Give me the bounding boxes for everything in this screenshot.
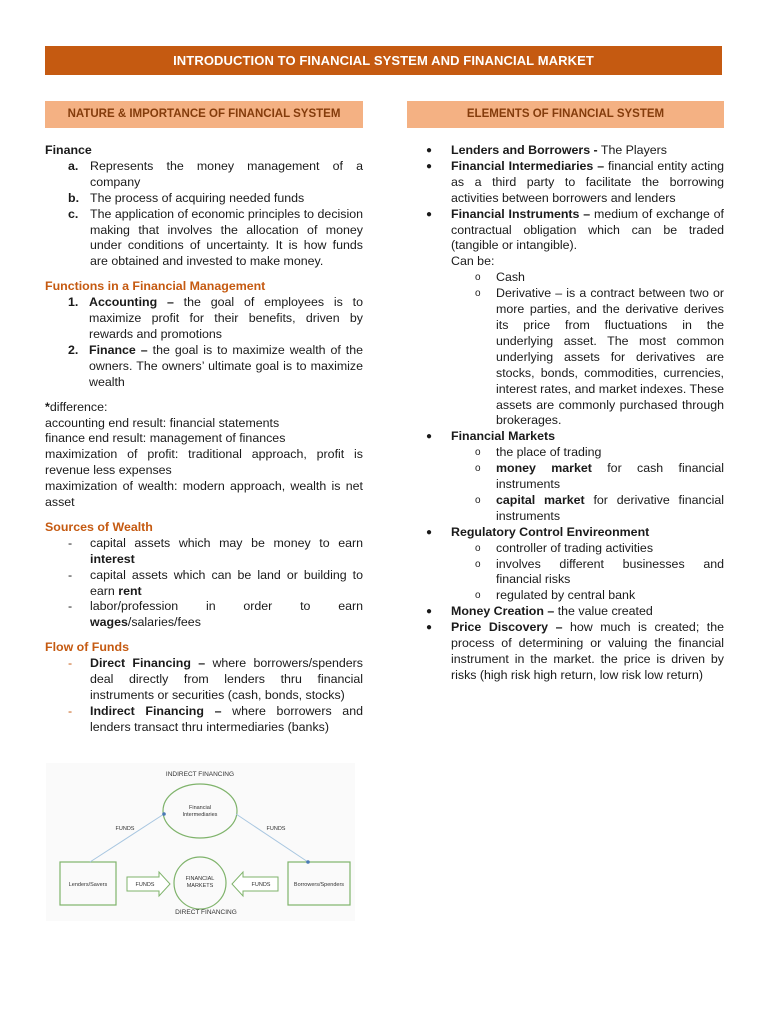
list-item <box>45 159 363 191</box>
list-text: capital market for derivative financial instruments <box>496 492 724 523</box>
list-item <box>407 159 724 207</box>
intermediaries-label-line1: Financial <box>188 805 212 811</box>
list-item <box>407 604 724 620</box>
term: money market <box>496 461 592 476</box>
list-item <box>407 143 724 159</box>
list-marker: 1. <box>68 295 79 310</box>
list-item <box>407 493 724 525</box>
difference-line: maximization of wealth: modern approach, wealth is net asset <box>45 479 363 510</box>
instrument-types-list <box>407 270 724 429</box>
dash-bullet: - <box>68 535 73 550</box>
circle-bullet: o <box>475 558 481 570</box>
asterisk: * <box>45 399 50 414</box>
list-item <box>407 461 724 493</box>
list-marker: c. <box>68 206 79 221</box>
final-elements-list <box>407 604 724 684</box>
list-item <box>407 620 724 684</box>
term: Money Creation – <box>451 604 555 619</box>
term: Finance – <box>89 342 148 357</box>
list-text: the place of trading <box>496 445 602 460</box>
list-item <box>45 536 363 568</box>
list-item <box>407 429 724 445</box>
list-item <box>407 557 724 589</box>
term: capital market <box>496 492 585 507</box>
circle-bullet: o <box>475 494 481 506</box>
markets-label-line2: MARKETS <box>186 883 214 889</box>
list-item <box>45 295 363 343</box>
flow-heading: Flow of Funds <box>45 640 129 655</box>
right-column <box>407 143 724 684</box>
list-item <box>407 207 724 255</box>
list-marker: a. <box>68 158 79 173</box>
list-text: capital assets which may be money to earn interest <box>90 535 363 566</box>
intermediaries-label-line2: Intermediaries <box>182 812 218 818</box>
list-text: Financial Instruments – medium of exchange of contractual obligation which can be traded (tangible or intangible). <box>451 206 724 253</box>
list-text: capital assets which can be land or building to earn rent <box>90 567 363 598</box>
difference-line: accounting end result: financial statements <box>45 415 280 430</box>
circle-bullet: o <box>475 288 481 300</box>
funds-label-right: FUNDS <box>251 882 271 888</box>
list-text: regulated by central bank <box>496 588 636 603</box>
diagram-svg <box>46 763 355 921</box>
list-item <box>407 270 724 286</box>
term: Indirect Financing – <box>90 703 222 718</box>
lenders-label: Lenders/Savers <box>68 882 108 888</box>
circle-bullet: o <box>475 463 481 475</box>
left-column <box>45 143 363 736</box>
list-text: Represents the money management of a company <box>90 158 363 189</box>
section-banner-nature: NATURE & IMPORTANCE OF FINANCIAL SYSTEM <box>45 101 363 128</box>
funds-label-left-top: FUNDS <box>115 826 135 832</box>
dash-bullet: - <box>68 703 73 718</box>
term: wages <box>90 615 128 630</box>
financial-markets-heading: Financial Markets <box>451 429 555 444</box>
flow-of-funds-diagram <box>46 763 355 921</box>
term: Direct Financing – <box>90 656 206 671</box>
list-text <box>89 343 363 391</box>
difference-note <box>45 400 363 511</box>
difference-line: finance end result: management of finances <box>45 431 286 446</box>
list-text: Cash <box>496 270 525 285</box>
list-item <box>407 445 724 461</box>
list-text: The application of economic principles to decision making that involves the allocation of money under conditions of uncertainty. It is how funds are obtained and invested to make money. <box>90 206 363 269</box>
circle-bullet: o <box>475 447 481 459</box>
circle-bullet: o <box>475 272 481 284</box>
connector-dot <box>162 812 166 816</box>
list-item <box>45 207 363 271</box>
bullet: ● <box>425 606 433 618</box>
markets-label-line1: FINANCIAL <box>185 876 215 882</box>
dash-bullet: - <box>68 656 73 671</box>
term: Accounting – <box>89 295 174 310</box>
regulatory-heading: Regulatory Control Envireonment <box>451 524 650 539</box>
list-text: Price Discovery – how much is created; the process of determining or valuing the financial instrument in the market. the price is driven by risks (high risk high return, low risk low return) <box>451 620 725 682</box>
page-title: INTRODUCTION TO FINANCIAL SYSTEM AND FINANCIAL MARKET <box>45 46 722 75</box>
direct-financing-label: DIRECT FINANCING <box>175 909 237 916</box>
term: Financial Intermediaries – <box>451 158 605 173</box>
term: interest <box>90 551 135 566</box>
definition: the goal of employees is to maximize profit for their benefits, driven by rewards and promotions <box>89 295 363 341</box>
list-text: The process of acquiring needed funds <box>90 190 305 205</box>
elements-list <box>407 143 724 254</box>
list-marker: b. <box>68 190 80 205</box>
section-banner-elements: ELEMENTS OF FINANCIAL SYSTEM <box>407 101 724 128</box>
bullet: ● <box>425 145 433 156</box>
finance-heading: Finance <box>45 143 92 157</box>
bullet: ● <box>425 622 433 634</box>
term: rent <box>118 583 142 598</box>
bullet: ● <box>425 208 433 220</box>
funds-label-right-top: FUNDS <box>266 826 286 832</box>
list-item <box>407 286 724 429</box>
funds-label-left: FUNDS <box>135 882 155 888</box>
list-text: Indirect Financing – where borrowers and lenders transact thru intermediaries (banks) <box>90 703 363 734</box>
list-item <box>45 599 363 631</box>
list-item <box>45 191 363 207</box>
connector-dot <box>306 860 310 864</box>
term: Lenders and Borrowers - <box>451 143 598 157</box>
regulatory-list <box>407 541 724 605</box>
finance-list <box>45 159 363 270</box>
list-item <box>407 525 724 541</box>
list-text: money market for cash financial instruments <box>496 461 724 492</box>
wealth-list <box>45 536 363 631</box>
bullet: ● <box>425 431 433 443</box>
definition: the goal is to maximize wealth of the owners. The owners’ ultimate goal is to maximize wealth <box>89 342 364 389</box>
markets-list <box>407 445 724 525</box>
list-text: Lenders and Borrowers - The Players <box>451 143 667 157</box>
list-item <box>45 343 363 391</box>
list-text: involves different businesses and financial risks <box>496 556 724 587</box>
can-be-label: Can be: <box>451 254 495 269</box>
list-item <box>45 704 363 736</box>
regulatory-block <box>407 525 724 541</box>
markets-block <box>407 429 724 445</box>
difference-line: maximization of profit: traditional approach, profit is revenue less expenses <box>45 447 363 478</box>
list-text <box>89 295 363 343</box>
wealth-heading: Sources of Wealth <box>45 519 153 534</box>
list-text: labor/profession in order to earn wages/salaries/fees <box>90 599 363 630</box>
flow-list <box>45 656 363 736</box>
difference-label <box>45 400 363 416</box>
list-item <box>407 541 724 557</box>
list-text: Financial Intermediaries – financial entity acting as a third party to facilitate the borrowing activities between borrowers and lenders <box>451 158 724 205</box>
dash-bullet: - <box>68 567 73 582</box>
dash-bullet: - <box>68 599 73 614</box>
indirect-financing-label: INDIRECT FINANCING <box>165 771 235 778</box>
term: Financial Instruments – <box>451 206 591 221</box>
intermediaries-node <box>163 784 237 838</box>
list-item <box>407 588 724 604</box>
lenders-to-intermediaries-line <box>90 814 164 862</box>
list-item <box>45 656 363 704</box>
circle-bullet: o <box>475 542 481 554</box>
list-marker: 2. <box>68 342 79 357</box>
term: Price Discovery – <box>451 620 563 635</box>
functions-list <box>45 295 363 390</box>
list-text: Money Creation – the value created <box>451 604 653 619</box>
bullet: ● <box>425 526 433 538</box>
list-text: controller of trading activities <box>496 540 654 555</box>
list-item <box>45 568 363 600</box>
list-text: Derivative – is a contract between two or more parties, and the derivative derives its price from fluctuations in the underlying asset. The most common underlying assets for derivatives are stocks, bonds, commodities, currencies, interest rates, and market indexes. These assets are commonly purchased through brokerages. <box>496 286 724 428</box>
list-text: Direct Financing – where borrowers/spenders deal directly from lenders thru financial instruments or securities (cash, bonds, stocks) <box>90 656 363 702</box>
functions-heading: Functions in a Financial Management <box>45 279 266 294</box>
bullet: ● <box>425 160 433 172</box>
difference-title: difference: <box>49 399 108 414</box>
borrowers-label: Borrowers/Spenders <box>293 882 345 888</box>
intermediaries-to-borrowers-line <box>236 814 308 862</box>
circle-bullet: o <box>475 590 481 602</box>
